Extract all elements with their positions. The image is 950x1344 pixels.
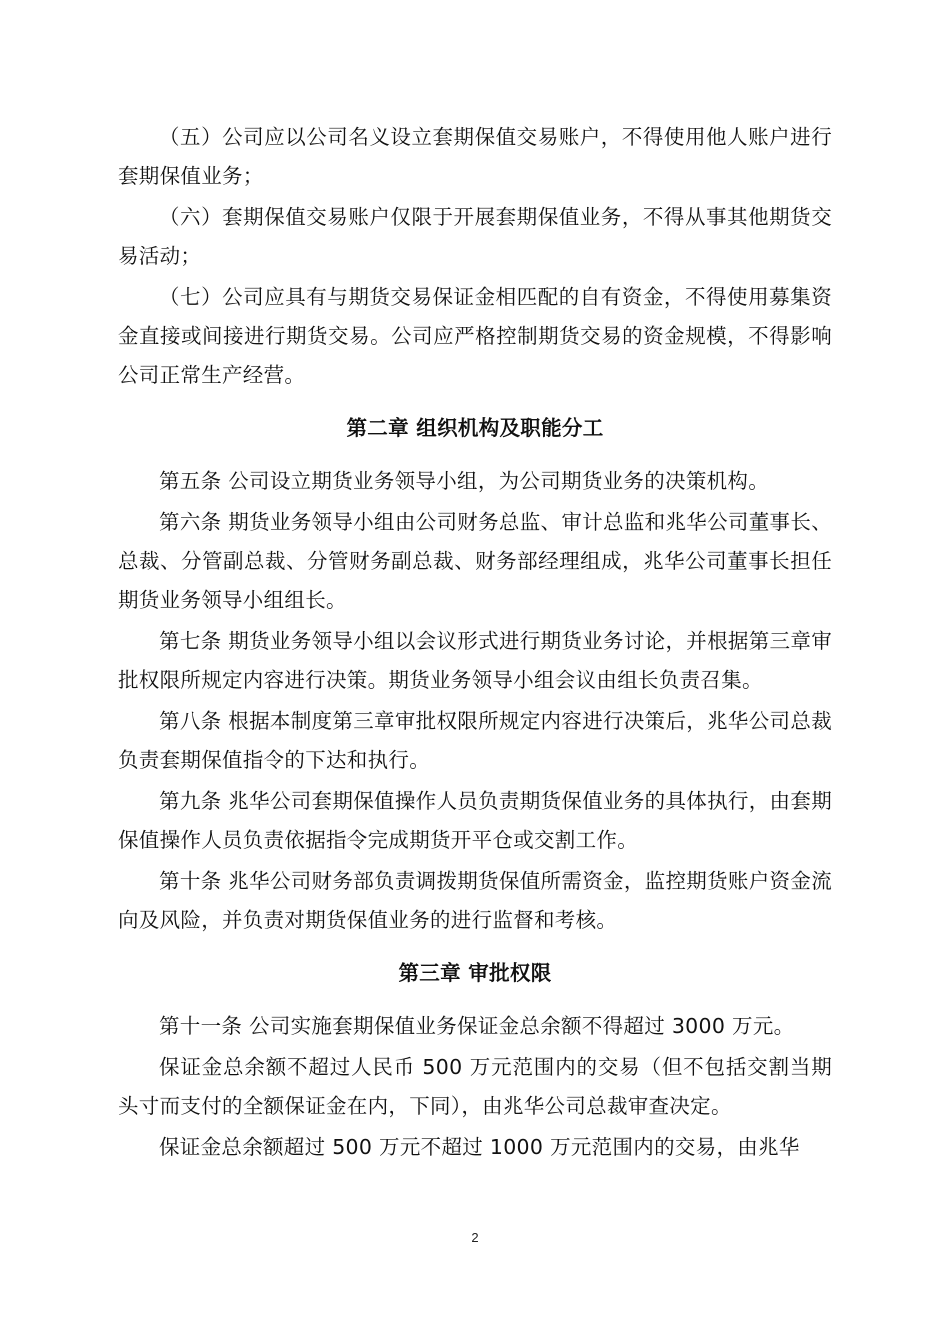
chapter-2-heading: 第二章 组织机构及职能分工 <box>346 416 604 440</box>
document-page <box>118 118 832 1169</box>
article-6: 第六条 期货业务领导小组由公司财务总监、审计总监和兆华公司董事长、总裁、分管副总裁、分管财务副总裁、财务部经理组成，兆华公司董事长担任期货业务领导小组组长。 <box>118 510 832 612</box>
article-5: 第五条 公司设立期货业务领导小组，为公司期货业务的决策机构。 <box>159 469 770 493</box>
article-8: 第八条 根据本制度第三章审批权限所规定内容进行决策后，兆华公司总裁负责套期保值指令的下达和执行。 <box>118 709 832 772</box>
article-9: 第九条 兆华公司套期保值操作人员负责期货保值业务的具体执行，由套期保值操作人员负责依据指令完成期货开平仓或交割工作。 <box>118 789 832 852</box>
article-11-clause-1: 保证金总余额不超过人民币 500 万元范围内的交易（但不包括交割当期头寸而支付的全额保证金在内，下同），由兆华公司总裁审查决定。 <box>118 1055 832 1118</box>
article-7: 第七条 期货业务领导小组以会议形式进行期货业务讨论，并根据第三章审批权限所规定内容进行决策。期货业务领导小组会议由组长负责召集。 <box>118 629 832 692</box>
chapter-3-heading: 第三章 审批权限 <box>398 961 552 985</box>
article-paragraph-6: （六）套期保值交易账户仅限于开展套期保值业务，不得从事其他期货交易活动； <box>118 205 832 268</box>
article-11-clause-2: 保证金总余额超过 500 万元不超过 1000 万元范围内的交易，由兆华 <box>159 1135 800 1159</box>
article-11: 第十一条 公司实施套期保值业务保证金总余额不得超过 3000 万元。 <box>159 1014 795 1038</box>
article-paragraph-7: （七）公司应具有与期货交易保证金相匹配的自有资金，不得使用募集资金直接或间接进行期货交易。公司应严格控制期货交易的资金规模，不得影响公司正常生产经营。 <box>118 285 832 387</box>
article-10: 第十条 兆华公司财务部负责调拨期货保值所需资金，监控期货账户资金流向及风险，并负责对期货保值业务的进行监督和考核。 <box>118 869 832 932</box>
page-number: 2 <box>471 1230 479 1245</box>
article-paragraph-5: （五）公司应以公司名义设立套期保值交易账户，不得使用他人账户进行套期保值业务； <box>118 125 832 188</box>
